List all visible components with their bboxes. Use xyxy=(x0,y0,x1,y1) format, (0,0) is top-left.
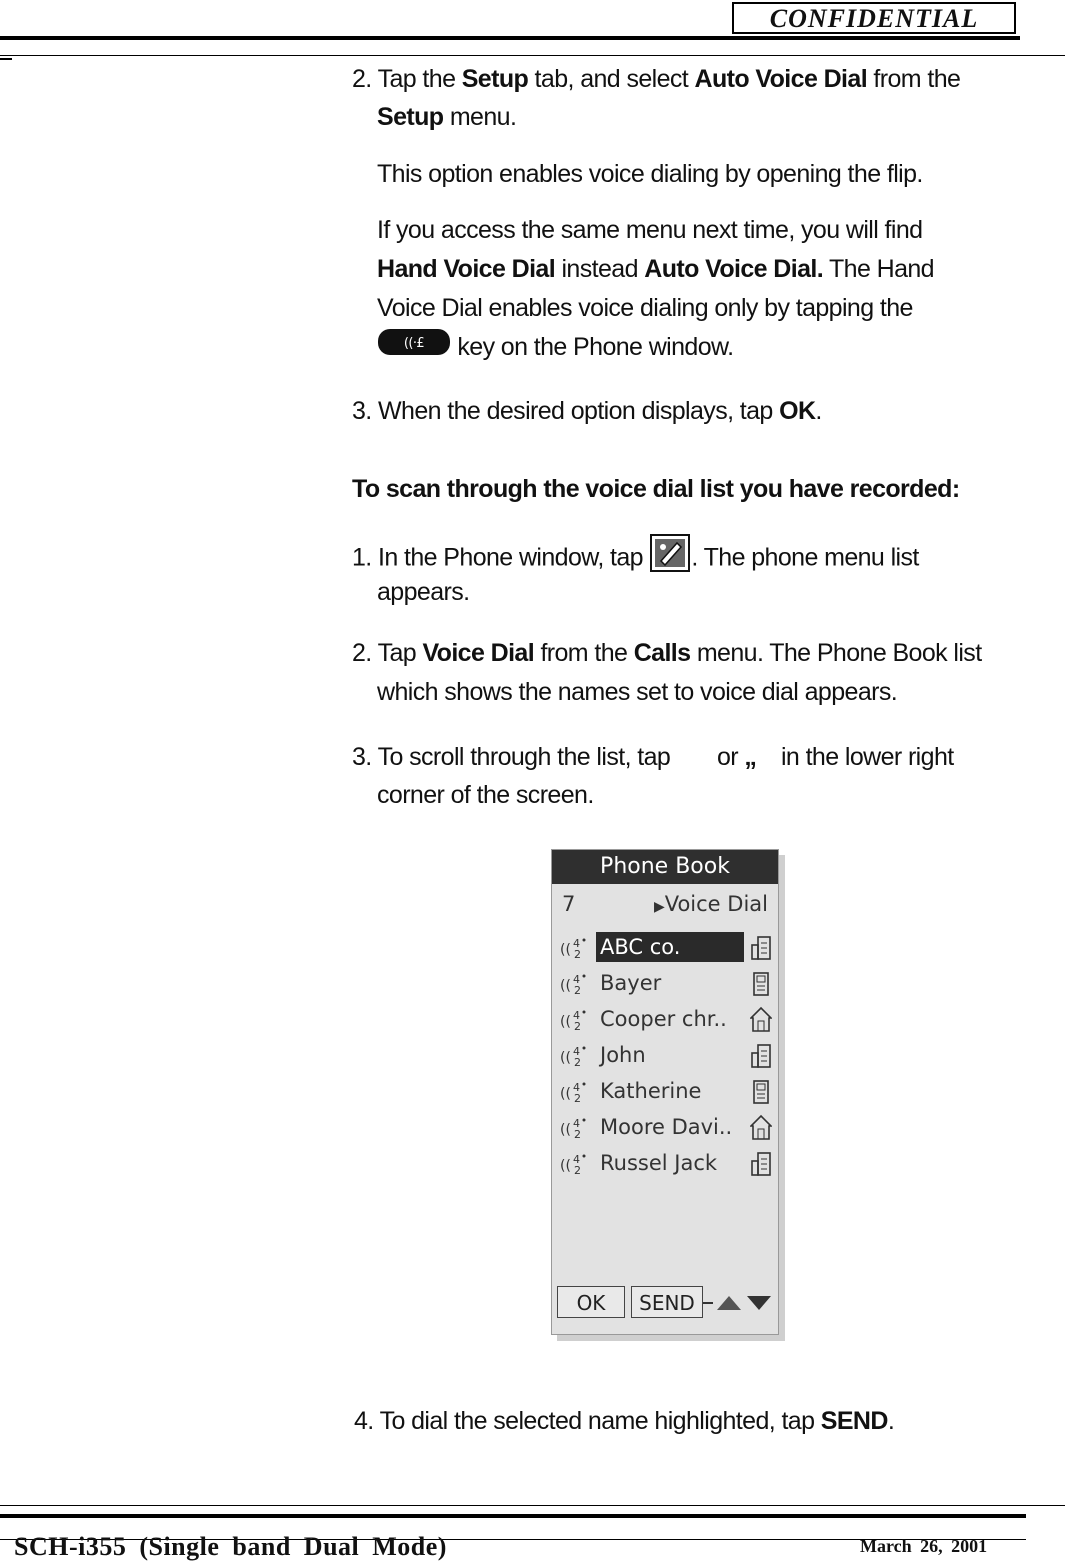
svg-text:((: (( xyxy=(560,1122,571,1138)
entry-name: ABC co. xyxy=(596,932,744,962)
entry-name: Katherine xyxy=(600,1079,702,1103)
footer-rule-thick xyxy=(0,1514,1026,1518)
office-phone-icon xyxy=(750,1042,772,1070)
home-phone-icon xyxy=(750,1114,772,1142)
voice-dial-icon xyxy=(560,1044,590,1068)
scroll-up-arrow-icon xyxy=(717,1296,741,1310)
svg-text:((: (( xyxy=(560,978,571,994)
footer-rule-thin xyxy=(0,1505,1065,1506)
s2-step2-line1: 2. Tap Voice Dial from the Calls menu. The Phone Book list xyxy=(352,639,982,667)
s1-para2-line2: Hand Voice Dial instead Auto Voice Dial. The Hand xyxy=(377,255,934,283)
margin-tick xyxy=(0,58,12,60)
phone-book-list xyxy=(552,930,780,1182)
phone-book-entry[interactable] xyxy=(552,1002,780,1038)
voice-dial-icon xyxy=(560,1116,590,1140)
scroll-arrows xyxy=(703,1292,773,1314)
s1-para2-line3: Voice Dial enables voice dialing only by tapping the xyxy=(377,294,913,322)
s2-heading: To scan through the voice dial list you have recorded: xyxy=(352,475,960,503)
phone-book-entry[interactable] xyxy=(552,1110,780,1146)
triangle-right-icon: ▶ xyxy=(653,899,665,915)
s2-step1-line2: appears. xyxy=(377,578,470,606)
header-rule-thick xyxy=(0,36,1020,40)
svg-text:2: 2 xyxy=(574,984,581,996)
phone-book-entry[interactable] xyxy=(552,930,780,966)
phone-book-entry[interactable] xyxy=(552,1038,780,1074)
phone-book-entry[interactable] xyxy=(552,1146,780,1182)
send-button[interactable]: SEND xyxy=(631,1286,703,1318)
phone-book-screen xyxy=(551,849,779,1335)
phone-book-title: Phone Book xyxy=(552,850,778,884)
svg-text:4: 4 xyxy=(573,937,580,950)
voice-dial-icon xyxy=(560,972,590,996)
voice-dial-icon xyxy=(560,936,590,960)
s2-step2-line2: which shows the names set to voice dial appears. xyxy=(377,678,898,706)
voice-dial-icon xyxy=(560,1152,590,1176)
s1-step3: 3. When the desired option displays, tap OK. xyxy=(352,397,822,425)
svg-text:((: (( xyxy=(560,1050,571,1066)
entry-name: Russel Jack xyxy=(600,1151,718,1175)
entry-count: 7 xyxy=(562,892,576,916)
svg-text:4: 4 xyxy=(573,1117,580,1130)
voice-key-icon xyxy=(377,328,451,368)
entry-name: Cooper chr.. xyxy=(600,1007,727,1031)
svg-text:4: 4 xyxy=(573,1009,580,1022)
svg-text:2: 2 xyxy=(574,1128,581,1140)
scroll-down-arrow-icon xyxy=(747,1296,771,1310)
phone-book-footer xyxy=(557,1286,775,1320)
svg-text:4: 4 xyxy=(573,1153,580,1166)
svg-text:((·£: ((·£ xyxy=(403,336,425,352)
office-phone-icon xyxy=(750,1150,772,1178)
svg-text:2: 2 xyxy=(574,1164,581,1176)
svg-text:((: (( xyxy=(560,1014,571,1030)
s2-step3-line2: corner of the screen. xyxy=(377,781,594,809)
svg-text:4: 4 xyxy=(573,1045,580,1058)
phone-menu-icon xyxy=(649,533,691,585)
voice-dial-filter[interactable]: ▶Voice Dial xyxy=(653,892,768,916)
mobile-phone-icon xyxy=(750,970,772,998)
entry-name: John xyxy=(600,1043,646,1067)
phone-book-entry[interactable] xyxy=(552,1074,780,1110)
confidential-label: CONFIDENTIAL xyxy=(732,2,1016,34)
home-phone-icon xyxy=(750,1006,772,1034)
mobile-phone-icon xyxy=(750,1078,772,1106)
s2-step1-line1: 1. In the Phone window, tap . The phone menu list xyxy=(352,533,919,585)
s1-step2-line2: Setup menu. xyxy=(377,103,517,131)
s2-step4: 4. To dial the selected name highlighted, tap SEND. xyxy=(354,1407,895,1435)
svg-text:2: 2 xyxy=(574,1056,581,1068)
office-phone-icon xyxy=(750,934,772,962)
svg-text:2: 2 xyxy=(574,948,581,960)
svg-text:4: 4 xyxy=(573,973,580,986)
s1-step2-line1: 2. Tap the Setup tab, and select Auto Voice Dial from the xyxy=(352,65,961,93)
phone-book-subheader xyxy=(552,884,778,920)
s2-step3-line1: 3. To scroll through the list, tap or „ in the lower right xyxy=(352,743,954,771)
phone-book-entry[interactable] xyxy=(552,966,780,1002)
s1-para1: This option enables voice dialing by opening the flip. xyxy=(377,160,923,188)
s1-para2-line1: If you access the same menu next time, you will find xyxy=(377,216,923,244)
svg-text:((: (( xyxy=(560,942,571,958)
header-rule-thin xyxy=(0,55,1065,56)
svg-text:4: 4 xyxy=(573,1081,580,1094)
voice-dial-icon xyxy=(560,1080,590,1104)
voice-dial-icon xyxy=(560,1008,590,1032)
entry-name: Moore Davi.. xyxy=(600,1115,733,1139)
footer-model: SCH-i355 (Single band Dual Mode) xyxy=(14,1532,447,1561)
svg-text:2: 2 xyxy=(574,1092,581,1104)
footer-date: March 26, 2001 xyxy=(860,1536,988,1556)
svg-text:((: (( xyxy=(560,1158,571,1174)
svg-text:2: 2 xyxy=(574,1020,581,1032)
ok-button[interactable]: OK xyxy=(557,1286,625,1318)
s1-para2-line4: ((·£ key on the Phone window. xyxy=(377,328,733,368)
svg-text:((: (( xyxy=(560,1086,571,1102)
entry-name: Bayer xyxy=(600,971,662,995)
